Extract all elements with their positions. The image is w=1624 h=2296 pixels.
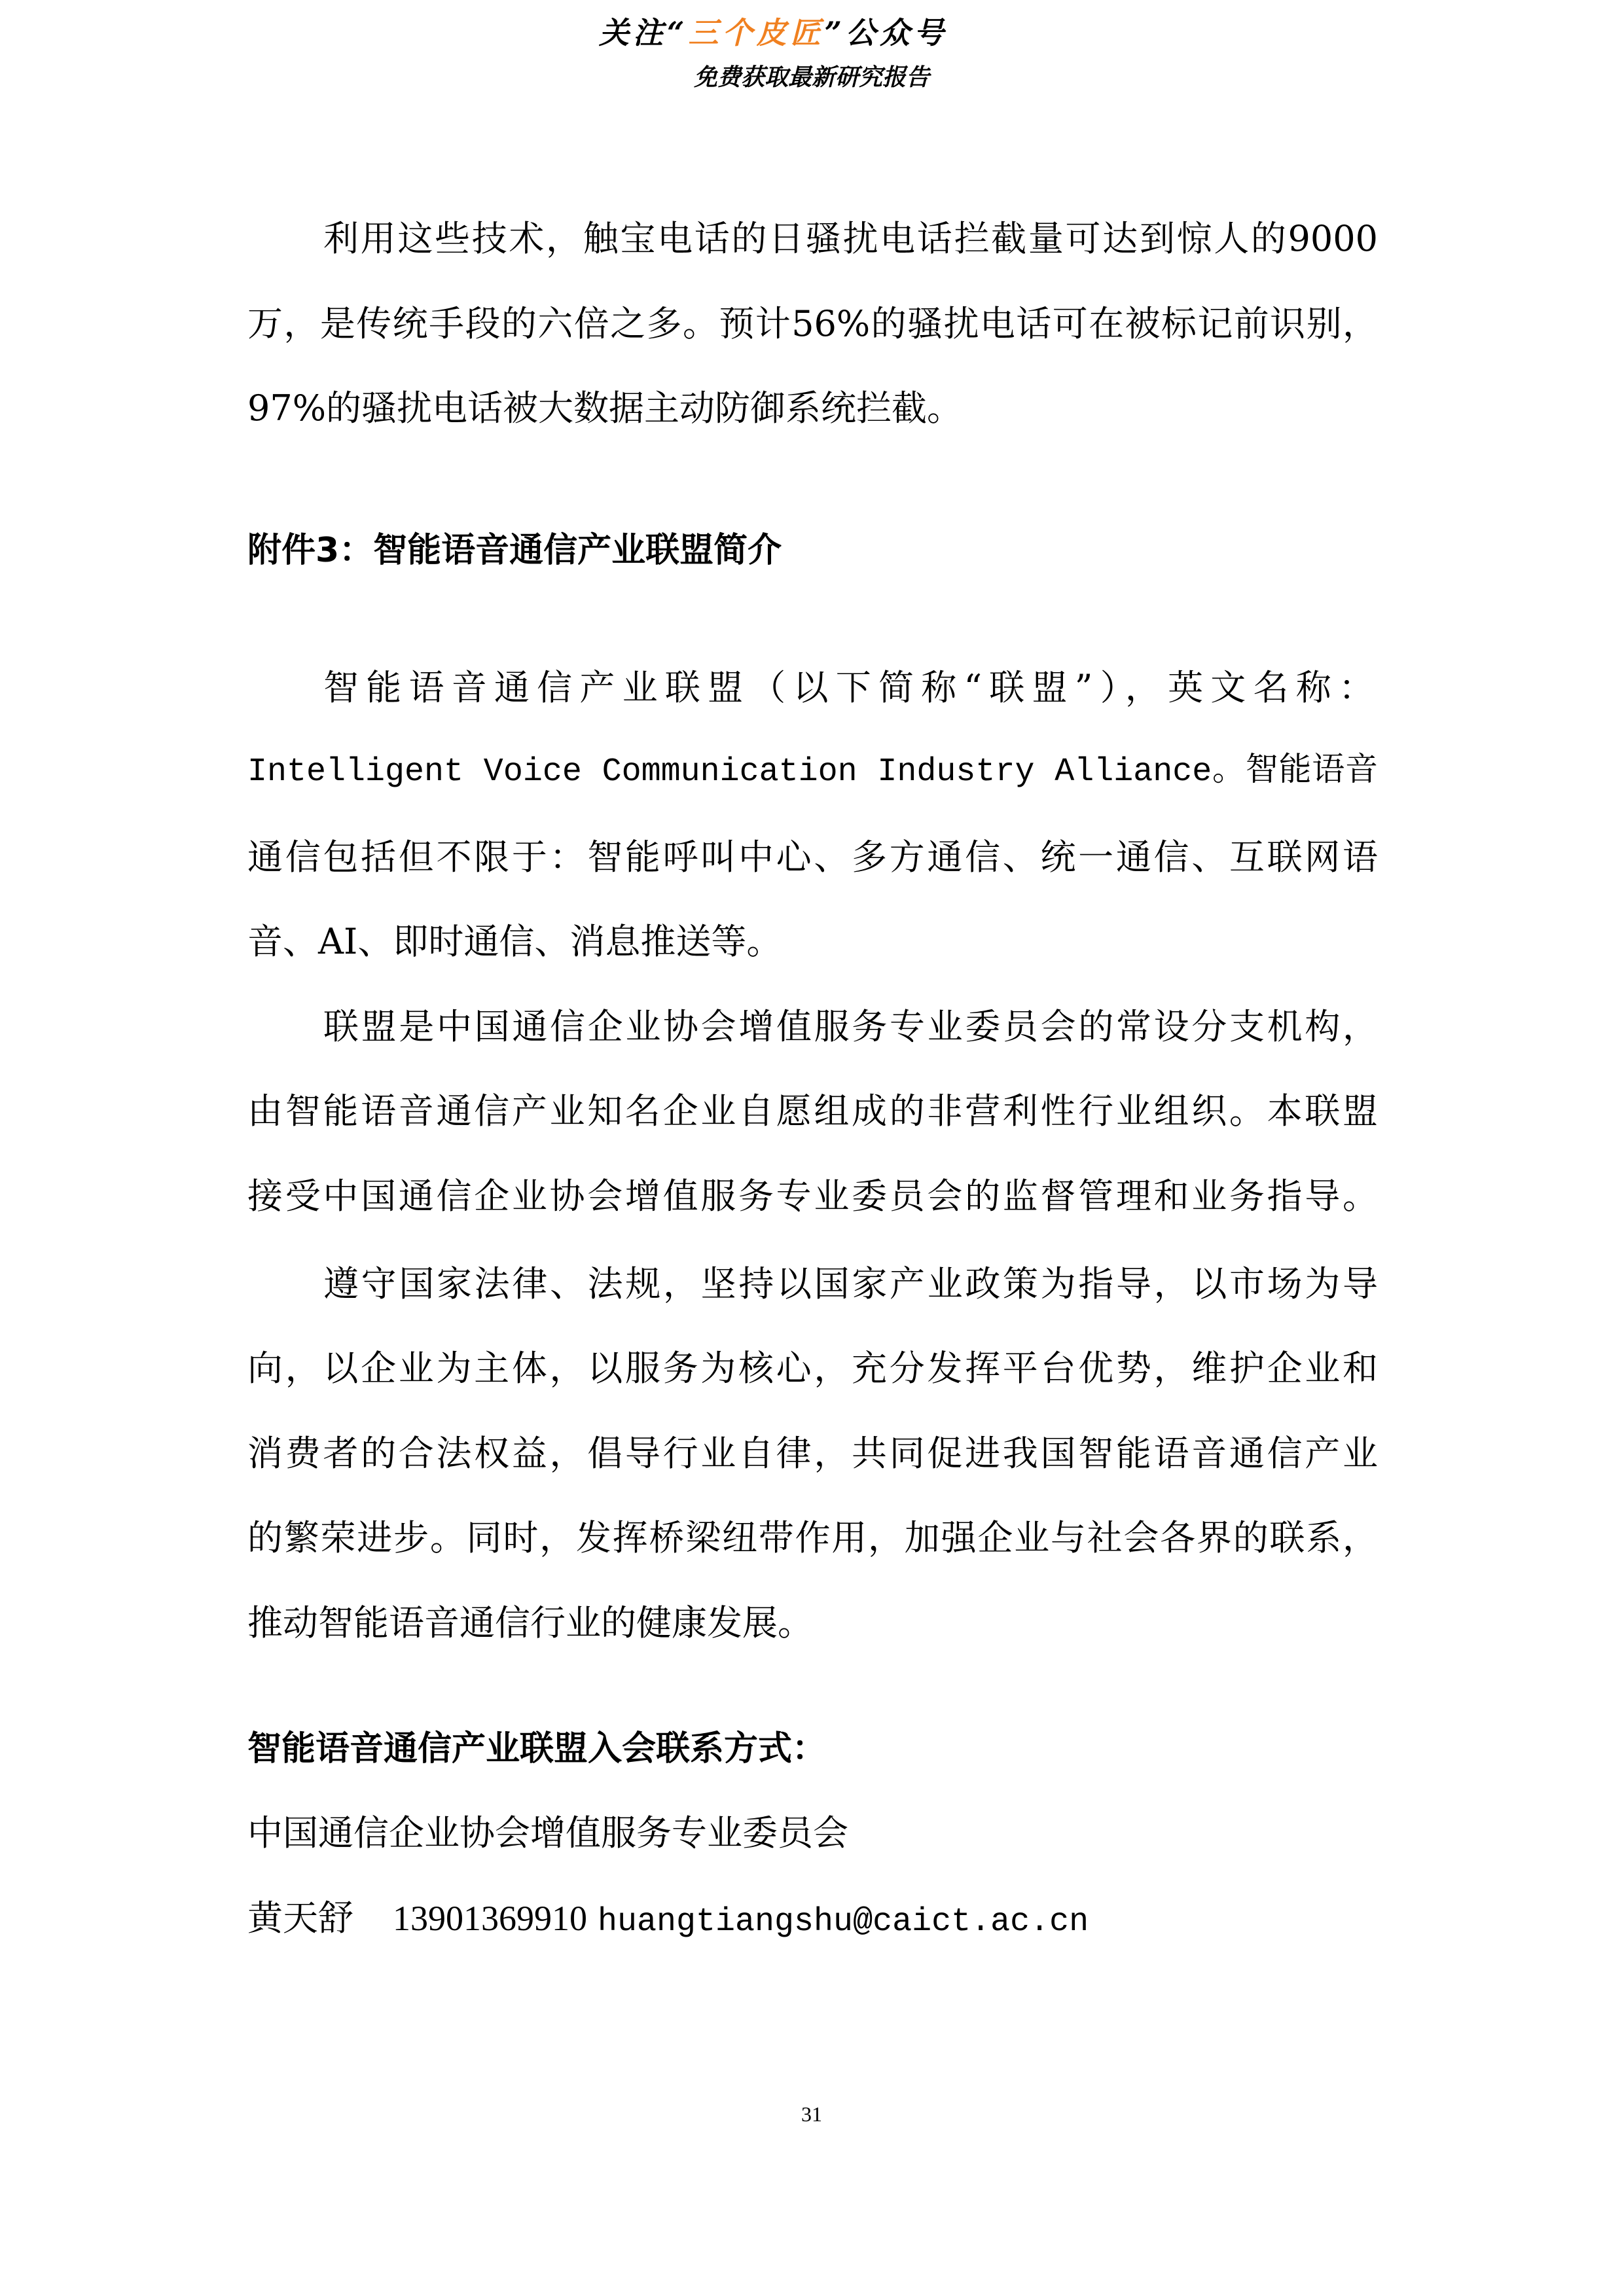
- contact-phone: 13901369910: [393, 1899, 587, 1938]
- promo-prefix: 关注“: [599, 15, 689, 50]
- paragraph-line: 消费者的合法权益，倡导行业自律，共同促进我国智能语音通信产业: [247, 1433, 1378, 1474]
- page-number: 31: [801, 2102, 822, 2126]
- promo-suffix: ”公众号: [824, 15, 948, 50]
- paragraph-line: 通信包括但不限于：智能呼叫中心、多方通信、统一通信、互联网语: [247, 836, 1378, 878]
- promo-highlight: 三个皮匠: [688, 15, 825, 50]
- paragraph-line: 推动智能语音通信行业的健康发展。: [247, 1602, 813, 1643]
- contact-name: 黄天舒: [247, 1897, 353, 1939]
- promo-header-line1: [599, 13, 948, 52]
- section-heading: 附件3：智能语音通信产业联盟简介: [247, 531, 782, 570]
- contact-heading: 智能语音通信产业联盟入会联系方式：: [247, 1729, 827, 1768]
- contact-organization: 中国通信企业协会增值服务专业委员会: [247, 1812, 848, 1854]
- contact-line: [247, 1895, 1089, 1941]
- paragraph-line: 向，以企业为主体，以服务为核心，充分发挥平台优势，维护企业和: [247, 1348, 1378, 1389]
- paragraph-line: 97%的骚扰电话被大数据主动防御系统拦截。: [247, 387, 963, 429]
- paragraph-line: 的繁荣进步。同时，发挥桥梁纽带作用，加强企业与社会各界的联系，: [247, 1517, 1378, 1558]
- paragraph-line: 利用这些技术，触宝电话的日骚扰电话拦截量可达到惊人的9000: [323, 218, 1378, 259]
- paragraph-line: 万，是传统手段的六倍之多。预计56%的骚扰电话可在被标记前识别，: [247, 303, 1378, 344]
- paragraph-line: Intelligent Voice Communication Industry Alliance。智能语音: [247, 753, 1378, 791]
- paragraph-line: 智能语音通信产业联盟（以下简称“联盟”），英文名称：: [323, 667, 1378, 708]
- paragraph-line: 联盟是中国通信企业协会增值服务专业委员会的常设分支机构，: [323, 1006, 1378, 1047]
- paragraph-line: 遵守国家法律、法规，坚持以国家产业政策为指导，以市场为导: [323, 1263, 1378, 1304]
- paragraph-line: 由智能语音通信产业知名企业自愿组成的非营利性行业组织。本联盟: [247, 1090, 1378, 1132]
- paragraph-line: 接受中国通信企业协会增值服务专业委员会的监督管理和业务指导。: [247, 1175, 1378, 1217]
- promo-header-line2: 免费获取最新研究报告: [694, 63, 930, 91]
- paragraph-line: 音、AI、即时通信、消息推送等。: [247, 921, 782, 962]
- contact-email[interactable]: huangtiangshu@caict.ac.cn: [598, 1903, 1089, 1941]
